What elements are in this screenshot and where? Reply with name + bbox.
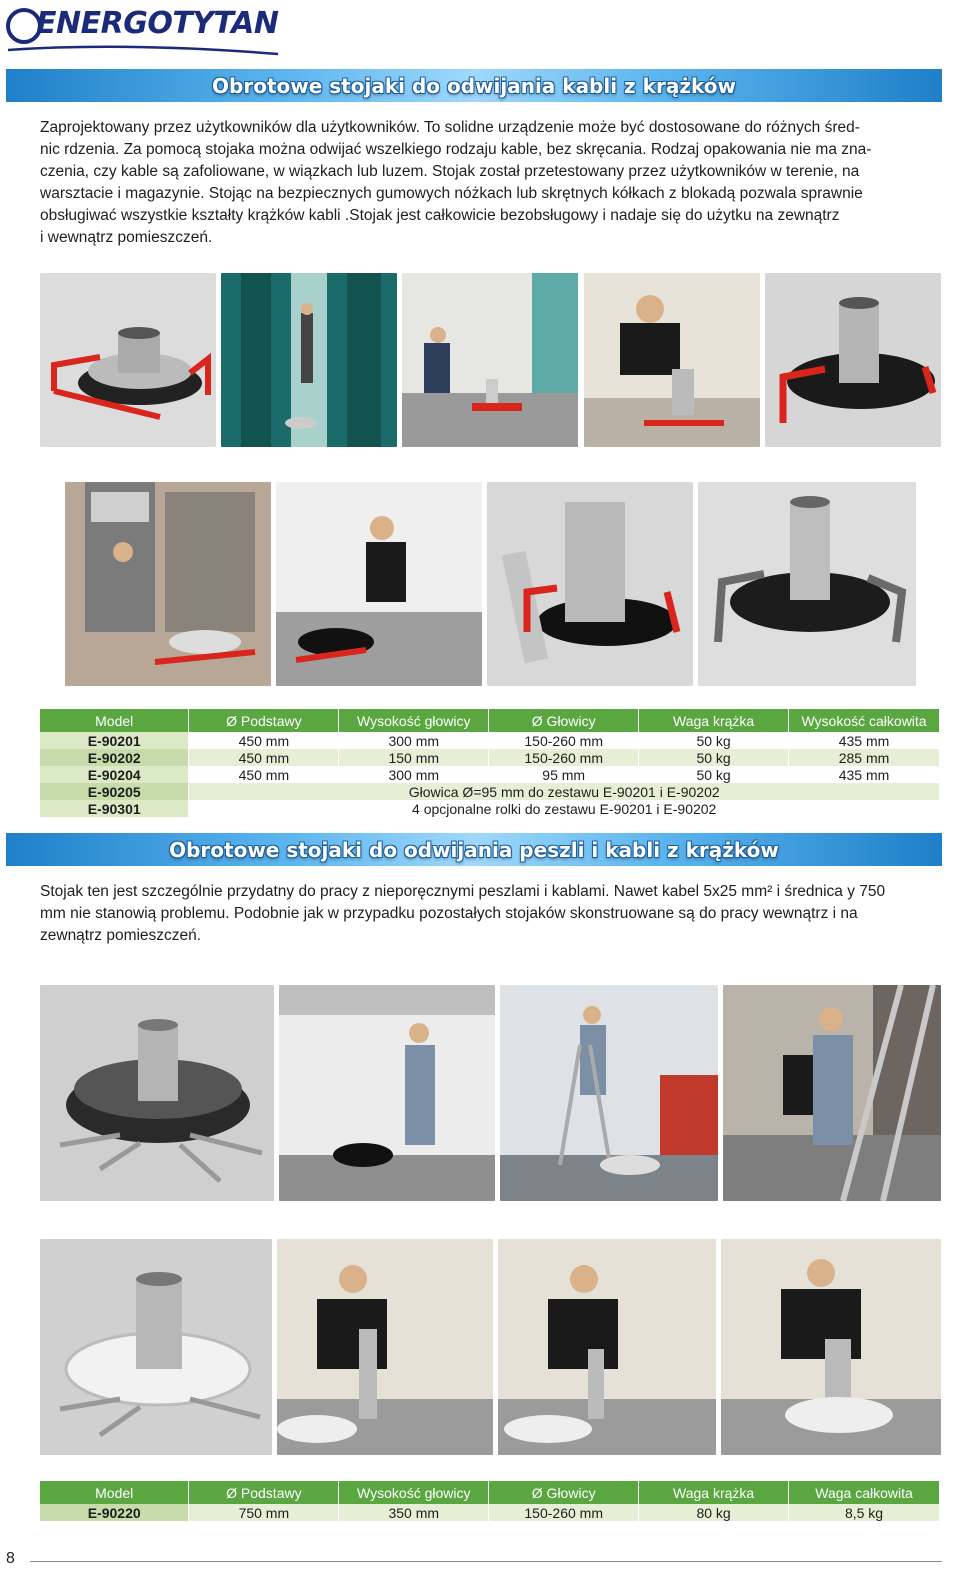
- table-header-row: [40, 1481, 940, 1504]
- table-cell: E-90204: [40, 766, 189, 783]
- table-cell: 350 mm: [339, 1504, 489, 1521]
- table-cell: 450 mm: [189, 766, 339, 783]
- section2-description: [40, 881, 940, 947]
- section2-title: Obrotowe stojaki do odwijania peszli i kabli z krążków: [169, 837, 779, 862]
- photo-worker-wall: [402, 273, 578, 447]
- table-cell: 8,5 kg: [789, 1504, 940, 1521]
- column-header: Ø Podstawy: [189, 1481, 339, 1504]
- table-cell: 435 mm: [789, 766, 940, 783]
- section1-line: czenia, czy kable są zafoliowane, w wiązkach lub luzem. Stojak został przetestowany przez użytkowników w terenie, na: [40, 163, 860, 180]
- table-cell: 435 mm: [789, 732, 940, 749]
- photo-worker-on-ladder-corridor: [221, 273, 397, 447]
- product-photo-grey-stand: [698, 482, 916, 686]
- product-photo-stand-with-head: [487, 482, 693, 686]
- table-cell: E-90220: [40, 1504, 189, 1521]
- section1-title: Obrotowe stojaki do odwijania kabli z krążków: [212, 73, 736, 98]
- table-cell: 300 mm: [339, 732, 489, 749]
- product-photo-white-pipe-coil: [40, 1239, 272, 1455]
- section2-title-banner: [6, 833, 942, 866]
- table-cell: E-90201: [40, 732, 189, 749]
- column-header: Model: [40, 709, 189, 732]
- column-header: Wysokość głowicy: [339, 709, 489, 732]
- photo-stand-rack: [65, 482, 271, 686]
- table-row: [40, 800, 940, 817]
- brand-name: ENERGOTYTAN: [36, 6, 279, 41]
- table-row: [40, 766, 940, 783]
- product-photo-pipe-coil-stand: [40, 985, 274, 1201]
- section1-spec-table: [40, 709, 940, 817]
- photo-worker-placing-coil: [498, 1239, 716, 1455]
- photo-worker-cable-wall: [276, 482, 482, 686]
- table-cell: E-90205: [40, 783, 189, 800]
- table-row: [40, 749, 940, 766]
- section1-title-banner: [6, 69, 942, 102]
- table-note-cell: Głowica Ø=95 mm do zestawu E-90201 i E-90202: [189, 783, 940, 800]
- column-header: Wysokość całkowita: [789, 709, 940, 732]
- table-cell: 95 mm: [489, 766, 639, 783]
- table-header-row: [40, 709, 940, 732]
- table-cell: 150-260 mm: [489, 749, 639, 766]
- table-row: [40, 732, 940, 749]
- photo-worker-ladder-workshop: [500, 985, 718, 1201]
- footer-divider: [30, 1561, 942, 1562]
- brand-logo: [6, 4, 282, 58]
- section2-line: Stojak ten jest szczególnie przydatny do pracy z nieporęcznymi peszlami i kablami. Nawet kabel 5x25 mm² i średnica y 750: [40, 883, 886, 900]
- column-header: Model: [40, 1481, 189, 1504]
- section1-description: [40, 117, 940, 249]
- column-header: Wysokość głowicy: [339, 1481, 489, 1504]
- column-header: Waga krążka: [639, 1481, 789, 1504]
- table-row: [40, 1504, 940, 1521]
- table-cell: E-90202: [40, 749, 189, 766]
- table-cell: 285 mm: [789, 749, 940, 766]
- product-photo-reel-stand: [40, 273, 216, 447]
- table-cell: 150 mm: [339, 749, 489, 766]
- table-note-cell: 4 opcjonalne rolki do zestawu E-90201 i E-90202: [189, 800, 940, 817]
- column-header: Waga krążka: [639, 709, 789, 732]
- table-cell: 750 mm: [189, 1504, 339, 1521]
- table-cell: 150-260 mm: [489, 1504, 639, 1521]
- table-cell: 50 kg: [639, 766, 789, 783]
- section1-line: i wewnątrz pomieszczeń.: [40, 229, 213, 246]
- table-cell: 450 mm: [189, 749, 339, 766]
- photo-worker-pipe-ceiling: [279, 985, 495, 1201]
- table-cell: 50 kg: [639, 749, 789, 766]
- photo-worker-climbing-ladder: [723, 985, 941, 1201]
- table-cell: 50 kg: [639, 732, 789, 749]
- logo-swoosh-icon: [6, 40, 282, 58]
- photo-worker-assembling-stand: [277, 1239, 493, 1455]
- section2-line: mm nie stanowią problemu. Podobnie jak w przypadku pozostałych stojaków skonstruowane są do pracy wewnątrz i na: [40, 905, 858, 922]
- table-cell: 450 mm: [189, 732, 339, 749]
- column-header: Waga całkowita: [789, 1481, 940, 1504]
- section1-line: nic rdzenia. Za pomocą stojaka można odwijać wszelkiego rodzaju kable, bez skręcania. Rodzaj opakowania nie ma zna-: [40, 141, 872, 158]
- section2-line: zewnątrz pomieszczeń.: [40, 927, 202, 944]
- table-cell: E-90301: [40, 800, 189, 817]
- column-header: Ø Podstawy: [189, 709, 339, 732]
- section1-line: Zaprojektowany przez użytkowników dla użytkowników. To solidne urządzenie może być dostosowane do różnych śred-: [40, 119, 860, 136]
- table-cell: 80 kg: [639, 1504, 789, 1521]
- page-number: 8: [6, 1550, 15, 1567]
- product-photo-stand-closeup: [765, 273, 941, 447]
- photo-worker-unwinding-cable: [721, 1239, 941, 1455]
- table-cell: 300 mm: [339, 766, 489, 783]
- column-header: Ø Głowicy: [489, 1481, 639, 1504]
- section1-line: warsztacie i magazynie. Stojąc na bezpiecznych gumowych nóżkach lub skrętnych kółkach z blokadą pozwala sprawnie: [40, 185, 863, 202]
- table-row: [40, 783, 940, 800]
- table-cell: 150-260 mm: [489, 732, 639, 749]
- section1-line: obsługiwać wszystkie kształty krążków kabli .Stojak jest całkowicie bezobsługowy i nadaje się do użytku na zewnątrz: [40, 207, 840, 224]
- section2-spec-table: [40, 1481, 940, 1521]
- column-header: Ø Głowicy: [489, 709, 639, 732]
- photo-worker-kneeling: [584, 273, 760, 447]
